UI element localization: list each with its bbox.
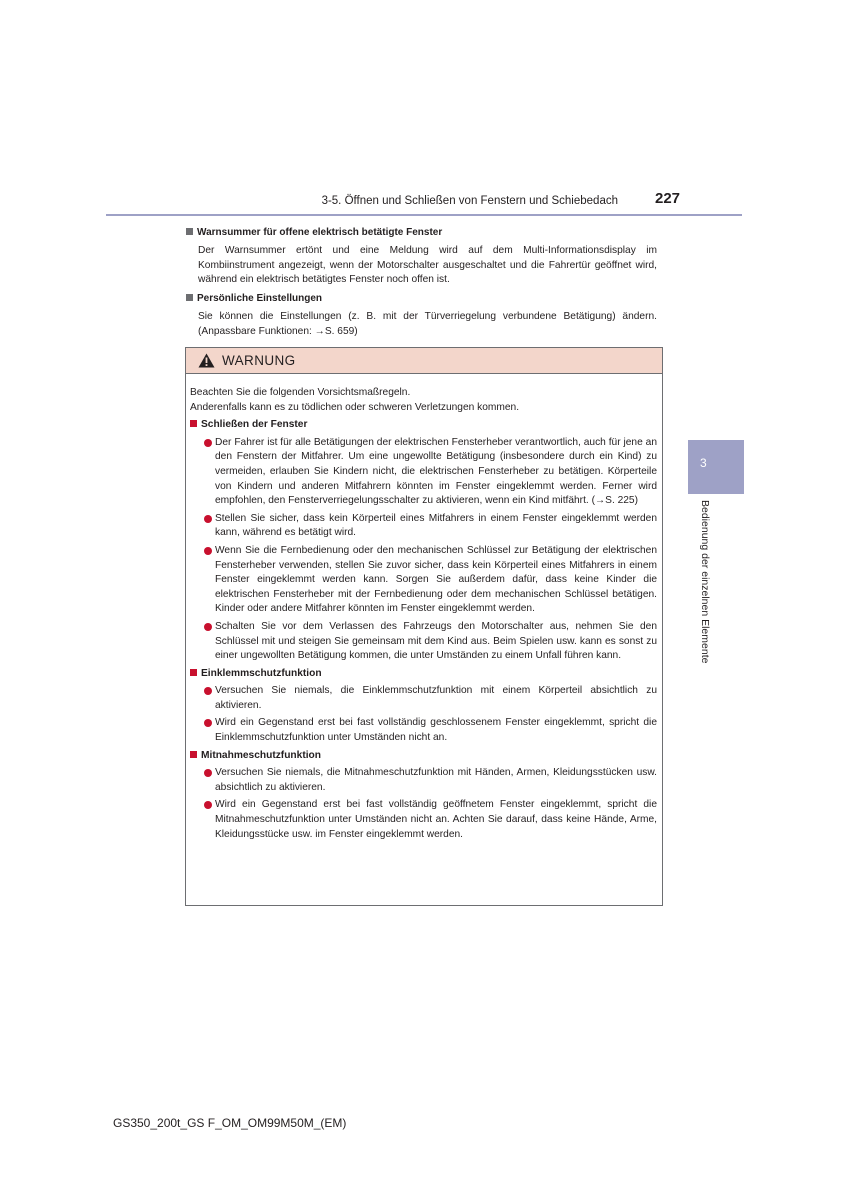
square-bullet-icon bbox=[186, 228, 193, 235]
red-square-icon bbox=[190, 669, 197, 676]
section-heading-einstellungen: Persönliche Einstellungen bbox=[186, 293, 322, 304]
warning-bullet: Wird ein Gegenstand erst bei fast vollständig geschlossenem Fenster eingeklemmt, spricht die Einklemmschutzfunktion unter Umständen nicht an. bbox=[190, 716, 657, 745]
red-dot-icon bbox=[204, 515, 212, 523]
warning-bullet: Wenn Sie die Fernbedienung oder den mechanischen Schlüssel zur Betätigung der elektrischen Fensterheber verwenden, stellen Sie zuvor sicher, dass kein Körperteil eines Mitfahrers in einem Fenster eingeklemmt werden kann. Sorgen Sie außerdem dafür, dass keine Kinder die elektrischen Fensterheber mit der Fernbedienung oder dem mechanischen Schlüssel betätigen. Kinder oder andere Mitfahrer könnten im Fenster eingeklemmt werden. bbox=[190, 544, 657, 617]
warning-group-heading: Schließen der Fenster bbox=[190, 418, 657, 433]
red-square-icon bbox=[190, 751, 197, 758]
warning-triangle-icon bbox=[198, 353, 215, 368]
warning-bullet: Schalten Sie vor dem Verlassen des Fahrzeugs den Motorschalter aus, nehmen Sie den Schlüssel mit und steigen Sie gemeinsam mit dem Kind aus. Beim Spielen usw. kann es sonst zu einer ungewollten Betätigung kommen, die unter Umständen zu einem Unfall führen kann. bbox=[190, 620, 657, 664]
warning-bullet: Der Fahrer ist für alle Betätigungen der elektrischen Fensterheber verantwortlich, auch für jene an den Fenstern der Mitfahrer. Um eine ungewollte Betätigung (insbesondere durch ein Kind) zu vermeiden, erlauben Sie Kindern nicht, die elektrischen Fensterheber zu betätigen. Körperteile von Kindern und anderen Mitfahrern könnten im Fenster eingeklemmt werden. Ferner wird empfohlen, den Fensterverriegelungsschalter zu aktivieren, wenn ein Kind mitfährt. (→S. 225) bbox=[190, 436, 657, 509]
square-bullet-icon bbox=[186, 294, 193, 301]
red-dot-icon bbox=[204, 623, 212, 631]
warning-group-heading: Mitnahmeschutzfunktion bbox=[190, 749, 657, 764]
warning-header bbox=[186, 348, 662, 374]
warning-bullet: Stellen Sie sicher, dass kein Körperteil eines Mitfahrers in einem Fenster eingeklemmt werden kann, während es betätigt wird. bbox=[190, 512, 657, 541]
warning-intro: Anderenfalls kann es zu tödlichen oder schweren Verletzungen kommen. bbox=[190, 401, 520, 413]
section-title: 3-5. Öffnen und Schließen von Fenstern und Schiebedach bbox=[321, 195, 618, 207]
section-heading-warnsummer: Warnsummer für offene elektrisch betätigte Fenster bbox=[186, 227, 442, 238]
red-square-icon bbox=[190, 420, 197, 427]
document-code: GS350_200t_GS F_OM_OM99M50M_(EM) bbox=[113, 1116, 347, 1130]
warning-body bbox=[186, 374, 662, 842]
section-text-warnsummer: Der Warnsummer ertönt und eine Meldung wird auf dem Multi-Informationsdisplay im Kombiinstrument angezeigt, wenn der Motorschalter ausgeschaltet und die Fahrertür geöffnet wird, während ein elektrisch betätigtes Fenster noch offen ist. bbox=[198, 245, 657, 286]
warning-bullet: Versuchen Sie niemals, die Einklemmschutzfunktion mit einem Körperteil absichtlich zu aktivieren. bbox=[190, 684, 657, 713]
warning-box bbox=[185, 347, 663, 906]
header-divider bbox=[106, 214, 742, 216]
red-dot-icon bbox=[204, 687, 212, 695]
warning-group-heading: Einklemmschutzfunktion bbox=[190, 667, 657, 682]
warning-title: WARNUNG bbox=[222, 353, 296, 368]
red-dot-icon bbox=[204, 439, 212, 447]
chapter-number: 3 bbox=[700, 456, 707, 470]
chapter-label: Bedienung der einzelnen Elemente bbox=[699, 500, 711, 664]
red-dot-icon bbox=[204, 801, 212, 809]
page-number: 227 bbox=[655, 190, 681, 207]
chapter-tab bbox=[688, 440, 744, 494]
red-dot-icon bbox=[204, 769, 212, 777]
warning-bullet: Wird ein Gegenstand erst bei fast vollständig geöffnetem Fenster eingeklemmt, spricht die Mitnahmeschutzfunktion unter Umständen nicht an. Achten Sie darauf, dass keine Hände, Arme, Kleidungsstücke usw. im Fenster eingeklemmt werden. bbox=[190, 798, 657, 842]
warning-bullet: Versuchen Sie niemals, die Mitnahmeschutzfunktion mit Händen, Armen, Kleidungsstücken usw. absichtlich zu aktivieren. bbox=[190, 766, 657, 795]
warning-intro: Beachten Sie die folgenden Vorsichtsmaßregeln. bbox=[190, 387, 411, 398]
red-dot-icon bbox=[204, 547, 212, 555]
red-dot-icon bbox=[204, 719, 212, 727]
section-text-einstellungen: Sie können die Einstellungen (z. B. mit der Türverriegelung verbundene Betätigung) ändern. (Anpassbare Funktionen: →S. 659) bbox=[198, 311, 657, 337]
